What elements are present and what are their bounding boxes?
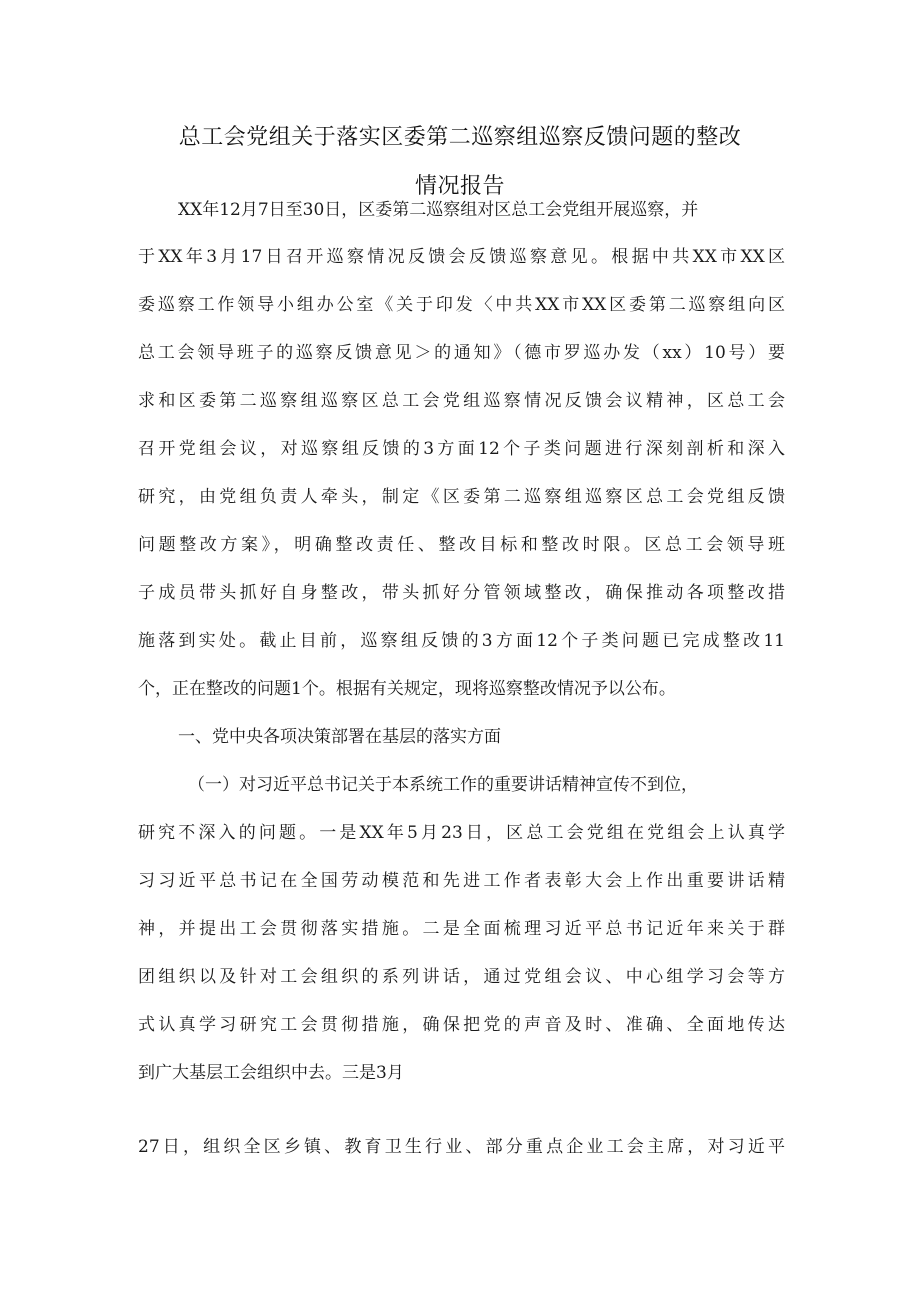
body-line: 于XX年3月17日召开巡察情况反馈会反馈巡察意见。根据中共XX市XX区 — [138, 247, 785, 267]
body-line: 式认真学习研究工会贯彻措施，确保把党的声音及时、准确、全面地传达 — [138, 1015, 785, 1035]
body-line: 习习近平总书记在全国劳动模范和先进工作者表彰大会上作出重要讲话精 — [138, 871, 785, 891]
body-line: 个，正在整改的问题1个。根据有关规定，现将巡察整改情况予以公布。 — [138, 679, 676, 699]
body-line: 27日，组织全区乡镇、教育卫生行业、部分重点企业工会主席，对习近平 — [138, 1137, 785, 1157]
section-heading-1: 一、党中央各项决策部署在基层的落实方面 — [178, 727, 501, 747]
body-line: 研究不深入的问题。一是XX年5月23日，区总工会党组在党组会上认真学 — [138, 823, 785, 843]
body-line: 到广大基层工会组织中去。三是3月 — [138, 1063, 404, 1083]
subsection-heading-1: （一）对习近平总书记关于本系统工作的重要讲话精神宣传不到位， — [188, 775, 698, 795]
body-line: 子成员带头抓好自身整改，带头抓好分管领域整改，确保推动各项整改措 — [138, 583, 785, 603]
body-line: 求和区委第二巡察组巡察区总工会党组巡察情况反馈会议精神，区总工会 — [138, 391, 785, 411]
body-line: 问题整改方案》，明确整改责任、整改目标和整改时限。区总工会领导班 — [138, 535, 785, 555]
body-line: 总工会领导班子的巡察反馈意见＞的通知》（德市罗巡办发（xx）10号）要 — [138, 343, 785, 363]
body-line: 研究，由党组负责人牵头，制定《区委第二巡察组巡察区总工会党组反馈 — [138, 487, 785, 507]
document-title-line-2: 情况报告 — [414, 174, 505, 199]
body-line: 神，并提出工会贯彻落实措施。二是全面梳理习近平总书记近年来关于群 — [138, 919, 785, 939]
body-line: XX年12月7日至30日，区委第二巡察组对区总工会党组开展巡察，并 — [178, 200, 699, 220]
body-line: 施落到实处。截止目前，巡察组反馈的3方面12个子类问题已完成整改11 — [138, 631, 785, 651]
body-line: 召开党组会议，对巡察组反馈的3方面12个子类问题进行深刻剖析和深入 — [138, 439, 785, 459]
document-title-line-1: 总工会党组关于落实区委第二巡察组巡察反馈问题的整改 — [178, 125, 742, 150]
body-line: 团组织以及针对工会组织的系列讲话，通过党组会议、中心组学习会等方 — [138, 967, 785, 987]
body-line: 委巡察工作领导小组办公室《关于印发〈中共XX市XX区委第二巡察组向区 — [138, 295, 785, 315]
